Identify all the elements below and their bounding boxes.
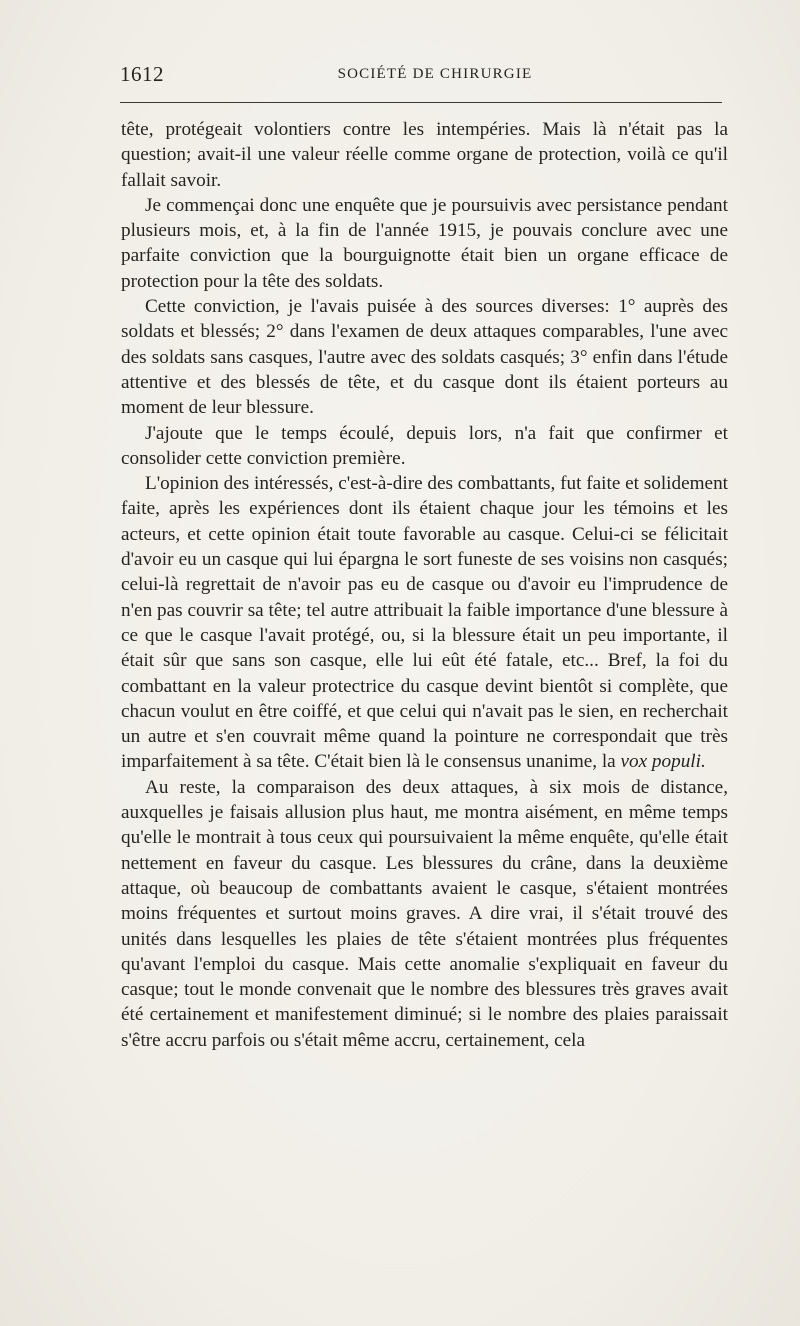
paragraph-5 [121, 471, 728, 775]
paragraph-1: tête, protégeait volontiers contre les intempéries. Mais là n'était pas la question; avait-il une valeur réelle comme organe de protection, voilà ce qu'il fallait savoir. [121, 119, 728, 191]
paragraph-2: Je commençai donc une enquête que je poursuivis avec persistance pendant plusieurs mois, et, à la fin de l'année 1915, je pouvais conclure avec une parfaite conviction que la bourguignotte était bien un organe efficace de protection pour la tête des soldats. [121, 194, 728, 292]
paragraph-6: Au reste, la comparaison des deux attaques, à six mois de distance, auxquelles je faisais allusion plus haut, me montra aisément, en même temps qu'elle le montrait à tous ceux qui poursuivaient la même enquête, qu'elle était nettement en faveur du casque. Les blessures du crâne, dans la deuxième attaque, où beaucoup de combattants avaient le casque, s'étaient montrées moins fréquentes et surtout moins graves. A dire vrai, il s'était trouvé des unités dans lesquelles les plaies de tête s'étaient montrées plus fréquentes qu'avant l'emploi du casque. Mais cette anomalie s'expliquait en faveur du casque; tout le monde convenait que le nombre des blessures très graves avait été certainement et manifestement diminué; si le nombre des plaies paraissait s'être accru parfois ou s'était même accru, certainement, cela [121, 776, 728, 1051]
page-header [120, 62, 722, 94]
body-text [121, 117, 728, 1053]
header-rule [120, 102, 722, 103]
paragraph-3: Cette conviction, je l'avais puisée à des sources diverses: 1° auprès des soldats et blessés; 2° dans l'examen de deux attaques comparables, l'une avec des soldats sans casques, l'autre avec des soldats casqués; 3° enfin dans l'étude attentive et des blessés de tête, et du casque dont ils étaient porteurs au moment de leur blessure. [121, 296, 728, 419]
paragraph-5-text: L'opinion des intéressés, c'est-à-dire des combattants, fut faite et solidement faite, après les expériences dont ils étaient chaque jour les témoins et les acteurs, et cette opinion était toute favorable au casque. Celui-ci se félicitait d'avoir eu un casque qui lui épargna le sort funeste de ses voisins non casqués; celui-là regrettait de n'avoir pas eu de casque ou d'avoir eu l'imprudence de n'en pas couvrir sa tête; tel autre attribuait la faible importance d'une blessure à ce que le casque l'avait protégé, ou, si la blessure était un peu importante, il était sûr que sans son casque, elle lui eût été fatale, etc... Bref, la foi du combattant en la valeur protectrice du casque devint bientôt si complète, que chacun voulut en être coiffé, et que celui qui n'avait pas le sien, en recherchait un autre et s'en couvrait même quand la pointure ne correspondait que très imparfaitement à sa tête. C'était bien là le consensus unanime, la [121, 473, 728, 773]
paragraph-4: J'ajoute que le temps écoulé, depuis lors, n'a fait que confirmer et consolider cette conviction première. [121, 422, 728, 469]
italic-phrase: vox populi. [620, 751, 706, 773]
page-number: 1612 [120, 62, 164, 86]
running-title: SOCIÉTÉ DE CHIRURGIE [337, 66, 533, 82]
